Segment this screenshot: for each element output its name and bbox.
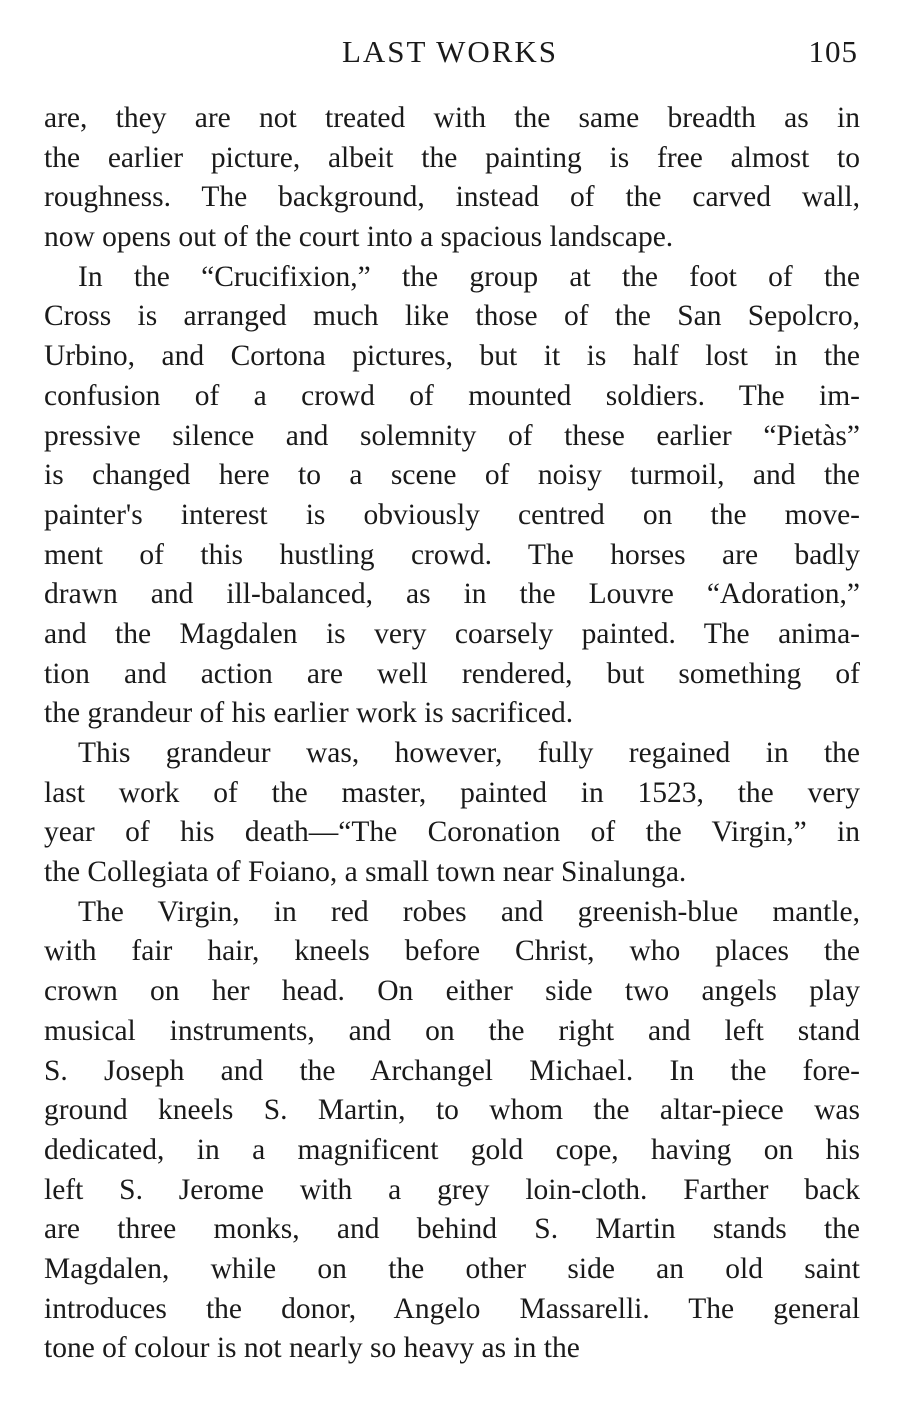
text-line: painter's interest is obviously centred on the move- bbox=[44, 498, 860, 531]
text-line: confusion of a crowd of mounted soldiers. The im- bbox=[44, 379, 860, 412]
text-line: pressive silence and solemnity of these earlier “Pietàs” bbox=[44, 419, 860, 452]
text-line: tion and action are well rendered, but something of bbox=[44, 657, 860, 690]
text-line: year of his death—“The Coronation of the Virgin,” in bbox=[44, 816, 860, 849]
text-line: the Collegiata of Foiano, a small town near Sinalunga. bbox=[44, 856, 687, 889]
text-line: Cross is arranged much like those of the San Sepolcro, bbox=[44, 300, 860, 333]
text-line: tone of colour is not nearly so heavy as in the bbox=[44, 1332, 580, 1365]
text-line: ground kneels S. Martin, to whom the altar-piece was bbox=[44, 1094, 860, 1127]
paragraph bbox=[44, 258, 860, 734]
text-line: the grandeur of his earlier work is sacrificed. bbox=[44, 697, 574, 730]
text-line: roughness. The background, instead of the carved wall, bbox=[44, 181, 860, 214]
page-number: 105 bbox=[808, 34, 858, 69]
text-line: ment of this hustling crowd. The horses are badly bbox=[44, 538, 860, 571]
body-text bbox=[44, 99, 860, 1369]
paragraph bbox=[44, 893, 860, 1369]
running-head bbox=[0, 30, 900, 74]
text-line: In the “Crucifixion,” the group at the foot of the bbox=[78, 260, 860, 293]
text-line: Urbino, and Cortona pictures, but it is half lost in the bbox=[44, 340, 860, 373]
text-line: now opens out of the court into a spacious landscape. bbox=[44, 221, 674, 254]
text-line: This grandeur was, however, fully regained in the bbox=[78, 737, 860, 769]
text-line: drawn and ill-balanced, as in the Louvre “Adoration,” bbox=[44, 578, 860, 611]
text-line: musical instruments, and on the right and left stand bbox=[44, 1014, 860, 1047]
text-line: with fair hair, kneels before Christ, who places the bbox=[44, 935, 860, 968]
paragraph bbox=[44, 99, 860, 258]
text-line: introduces the donor, Angelo Massarelli. The general bbox=[44, 1292, 860, 1325]
text-line: last work of the master, painted in 1523, the very bbox=[44, 776, 860, 809]
text-line: and the Magdalen is very coarsely painted. The anima- bbox=[44, 617, 860, 650]
running-title: LAST WORKS bbox=[341, 34, 559, 69]
text-line: Magdalen, while on the other side an old saint bbox=[44, 1252, 860, 1285]
text-line: is changed here to a scene of noisy turmoil, and the bbox=[44, 459, 860, 492]
text-line: dedicated, in a magnificent gold cope, having on his bbox=[44, 1133, 860, 1166]
paragraph bbox=[44, 734, 860, 893]
text-line: the earlier picture, albeit the painting is free almost to bbox=[44, 141, 860, 174]
text-line: The Virgin, in red robes and greenish-blue mantle, bbox=[78, 895, 860, 928]
text-line: are three monks, and behind S. Martin stands the bbox=[44, 1213, 860, 1246]
text-line: are, they are not treated with the same breadth as in bbox=[44, 102, 860, 134]
text-line: crown on her head. On either side two angels play bbox=[44, 975, 860, 1008]
text-line: S. Joseph and the Archangel Michael. In the fore- bbox=[44, 1054, 860, 1087]
text-line: left S. Jerome with a grey loin-cloth. Farther back bbox=[44, 1173, 860, 1206]
